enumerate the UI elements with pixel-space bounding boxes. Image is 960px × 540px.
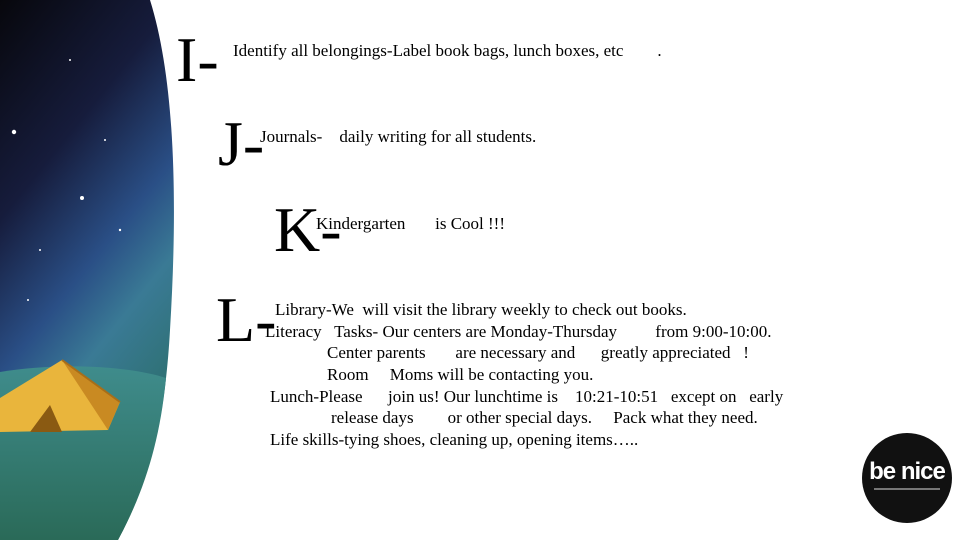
be-nice-logo-icon bbox=[862, 433, 952, 523]
item-l-line-4: Room Moms will be contacting you. bbox=[327, 365, 594, 384]
item-i-text: Identify all belongings-Label book bags, lunch boxes, etc . bbox=[233, 41, 662, 60]
letter-i: I- bbox=[176, 24, 219, 95]
item-l-line-1: Library-We will visit the library weekly to check out books. bbox=[275, 300, 687, 319]
item-l-line-3: Center parents are necessary and greatly appreciated ! bbox=[327, 343, 749, 362]
item-k-text: Kindergarten is Cool !!! bbox=[316, 214, 506, 233]
letter-k: K- bbox=[274, 194, 342, 265]
item-l-line-5: Lunch-Please join us! Our lunchtime is 10:21-10:51 except on early bbox=[270, 387, 784, 406]
night-camping-scene bbox=[0, 0, 200, 540]
item-l-line-2: Literacy Tasks- Our centers are Monday-Thursday from 9:00-10:00. bbox=[265, 322, 772, 341]
letter-l: L- bbox=[216, 284, 277, 355]
item-l-line-6: release days or other special days. Pack what they need. bbox=[331, 408, 758, 427]
item-l-line-7: Life skills-tying shoes, cleaning up, opening items….. bbox=[270, 430, 639, 449]
badge-title: be nice bbox=[869, 458, 945, 485]
item-j-text: Journals- daily writing for all students. bbox=[260, 127, 537, 146]
badge-divider bbox=[874, 488, 940, 490]
letter-j: J- bbox=[218, 108, 265, 179]
